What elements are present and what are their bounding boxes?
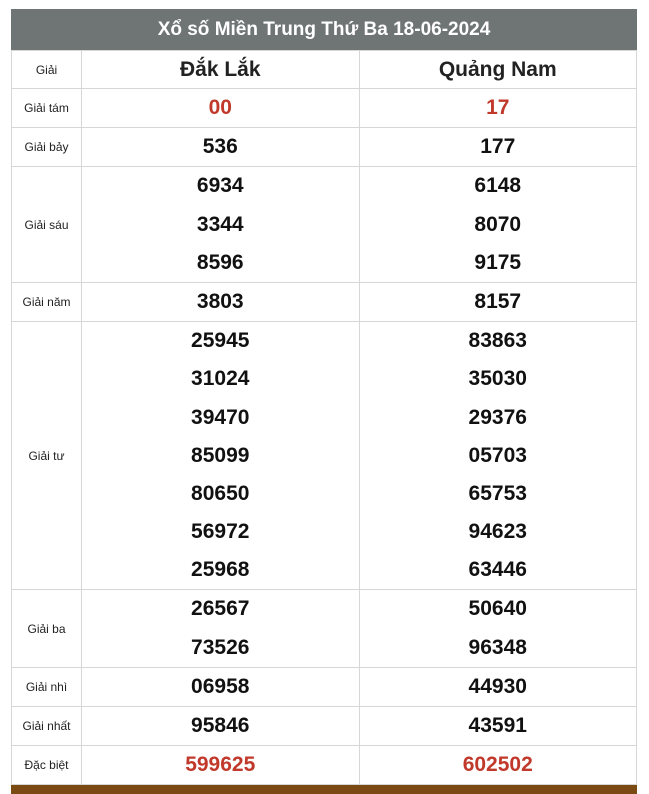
lottery-number: 6934 <box>196 174 244 198</box>
prize-row-giai-tam <box>12 89 637 128</box>
quang-nam-results-cell <box>359 282 637 321</box>
results-table <box>11 50 637 785</box>
lottery-number: 9175 <box>474 250 522 274</box>
lottery-number: 83863 <box>468 329 527 353</box>
dak-lak-results-cell <box>82 746 360 785</box>
dak-lak-results-cell <box>82 167 360 283</box>
dak-lak-results-cell <box>82 707 360 746</box>
lottery-number: 73526 <box>191 635 250 659</box>
quang-nam-results-cell <box>359 590 637 667</box>
lottery-number: 536 <box>202 135 238 159</box>
lottery-number: 8070 <box>474 212 522 236</box>
lottery-number: 80650 <box>191 481 250 505</box>
lottery-number: 85099 <box>191 443 250 467</box>
prize-row-giai-nam <box>12 282 637 321</box>
province-header-dak-lak[interactable]: Đắk Lắk <box>82 51 360 89</box>
prize-label: Giải ba <box>12 590 82 667</box>
quang-nam-results-cell <box>359 746 637 785</box>
lottery-number: 17 <box>486 96 510 119</box>
lottery-number: 06958 <box>191 674 250 698</box>
header-row <box>12 51 637 89</box>
lottery-number: 3344 <box>196 212 244 236</box>
lottery-number: 599625 <box>185 753 256 777</box>
quang-nam-results-cell <box>359 707 637 746</box>
lottery-number: 43591 <box>468 714 527 737</box>
prize-row-giai-sau <box>12 167 637 283</box>
quang-nam-results-cell <box>359 667 637 706</box>
lottery-number: 35030 <box>468 367 527 391</box>
lottery-number: 39470 <box>191 405 250 429</box>
lottery-number: 00 <box>208 96 232 119</box>
lottery-number: 8157 <box>474 289 522 313</box>
prize-row-dac-biet <box>12 746 637 785</box>
prize-label: Đặc biệt <box>12 746 82 785</box>
prize-label: Giải năm <box>12 282 82 321</box>
prize-label: Giải nhất <box>12 707 82 746</box>
dak-lak-results-cell <box>82 322 360 590</box>
lottery-number: 177 <box>480 135 516 159</box>
prize-column-header: Giải <box>12 51 82 89</box>
quang-nam-results-cell <box>359 167 637 283</box>
dak-lak-results-cell <box>82 667 360 706</box>
prize-label: Giải nhì <box>12 667 82 706</box>
lottery-number: 05703 <box>468 443 527 467</box>
dak-lak-results-cell <box>82 590 360 667</box>
prize-label: Giải sáu <box>12 167 82 283</box>
lottery-number: 44930 <box>468 674 527 698</box>
quang-nam-results-cell <box>359 128 637 167</box>
lottery-number: 6148 <box>474 174 522 198</box>
quang-nam-results-cell <box>359 322 637 590</box>
prize-row-giai-ba <box>12 590 637 667</box>
prize-label: Giải tư <box>12 322 82 590</box>
lottery-number: 602502 <box>462 753 533 777</box>
lottery-number: 50640 <box>468 597 527 621</box>
lottery-number: 95846 <box>191 714 250 737</box>
lottery-number: 56972 <box>191 520 250 544</box>
dak-lak-results-cell <box>82 89 360 128</box>
lottery-number: 65753 <box>468 481 527 505</box>
province-header-quang-nam[interactable]: Quảng Nam <box>359 51 637 89</box>
prize-row-giai-tu <box>12 322 637 590</box>
prize-label: Giải tám <box>12 89 82 128</box>
lottery-number: 3803 <box>196 289 244 313</box>
prize-label: Giải bảy <box>12 128 82 167</box>
dak-lak-results-cell <box>82 282 360 321</box>
prize-row-giai-bay <box>12 128 637 167</box>
lottery-number: 63446 <box>468 558 527 582</box>
lottery-number: 25968 <box>191 558 250 582</box>
lottery-number: 96348 <box>468 635 527 659</box>
lottery-number: 25945 <box>191 329 250 353</box>
dak-lak-results-cell <box>82 128 360 167</box>
lottery-number: 31024 <box>191 367 250 391</box>
lottery-number: 8596 <box>196 250 244 274</box>
results-title: Xổ số Miền Trung Thứ Ba 18-06-2024 <box>11 9 637 50</box>
prize-row-giai-nhi <box>12 667 637 706</box>
lottery-number: 94623 <box>468 520 527 544</box>
lottery-number: 29376 <box>468 405 527 429</box>
lottery-number: 26567 <box>191 597 250 621</box>
quang-nam-results-cell <box>359 89 637 128</box>
prize-row-giai-nhat <box>12 707 637 746</box>
results-container <box>11 9 637 794</box>
